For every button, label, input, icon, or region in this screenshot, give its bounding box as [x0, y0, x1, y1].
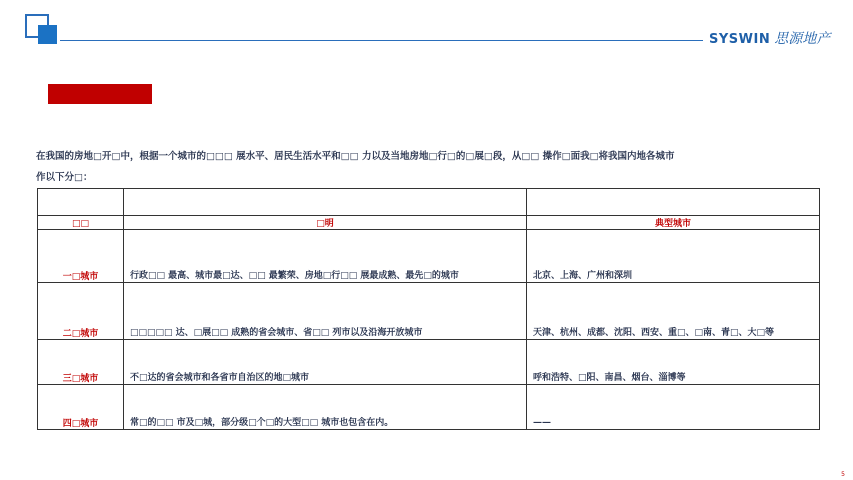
- table-row: [38, 340, 820, 385]
- brand-name-cn: 思源地产: [774, 31, 831, 47]
- tier-cities: 北京、上海、广州和深圳: [527, 230, 820, 283]
- table-spacer-row: [38, 189, 820, 216]
- tier-label: 二□城市: [38, 283, 124, 340]
- tier-label: 三□城市: [38, 340, 124, 385]
- brand-logo: [709, 28, 830, 48]
- header-category: □□: [38, 216, 124, 230]
- intro-paragraph: [36, 146, 776, 188]
- tier-description: □□□□□ 达、□展□□ 成熟的省会城市、省□□ 列市以及沿海开放城市: [124, 283, 527, 340]
- table-row: [38, 385, 820, 430]
- table-row: [38, 230, 820, 283]
- header-description: □明: [124, 216, 527, 230]
- tier-description: 不□达的省会城市和各省市自治区的地□城市: [124, 340, 527, 385]
- table-header-row: [38, 216, 820, 230]
- intro-line-1: 在我国的房地□开□中，根据一个城市的□□□ 展水平、居民生活水平和□□ 力以及当地房地□行□的□展□段，从□□ 操作□面我□将我国内地各城市: [36, 151, 675, 162]
- tier-cities: 呼和浩特、□阳、南昌、烟台、淄博等: [527, 340, 820, 385]
- section-title-bar: [48, 84, 152, 104]
- brand-name-en: SYSWIN: [709, 32, 771, 47]
- table-row: [38, 283, 820, 340]
- tier-description: 行政□□ 最高、城市最□达、□□ 最繁荣、房地□行□□ 展最成熟、最先□的城市: [124, 230, 527, 283]
- city-tier-table: [37, 188, 820, 430]
- tier-label: 四□城市: [38, 385, 124, 430]
- intro-line-2: 作以下分□：: [36, 172, 93, 183]
- tier-description: 常□的□□ 市及□城，部分级□个□的大型□□ 城市也包含在内。: [124, 385, 527, 430]
- page-number: 5: [841, 471, 845, 478]
- header-typical-cities: 典型城市: [527, 216, 820, 230]
- tier-label: 一□城市: [38, 230, 124, 283]
- tier-cities: 天津、杭州、成都、沈阳、西安、重□、□南、青□、大□等: [527, 283, 820, 340]
- header-divider: [60, 40, 703, 41]
- logo-square-fill: [38, 25, 57, 44]
- tier-cities: ——: [527, 385, 820, 430]
